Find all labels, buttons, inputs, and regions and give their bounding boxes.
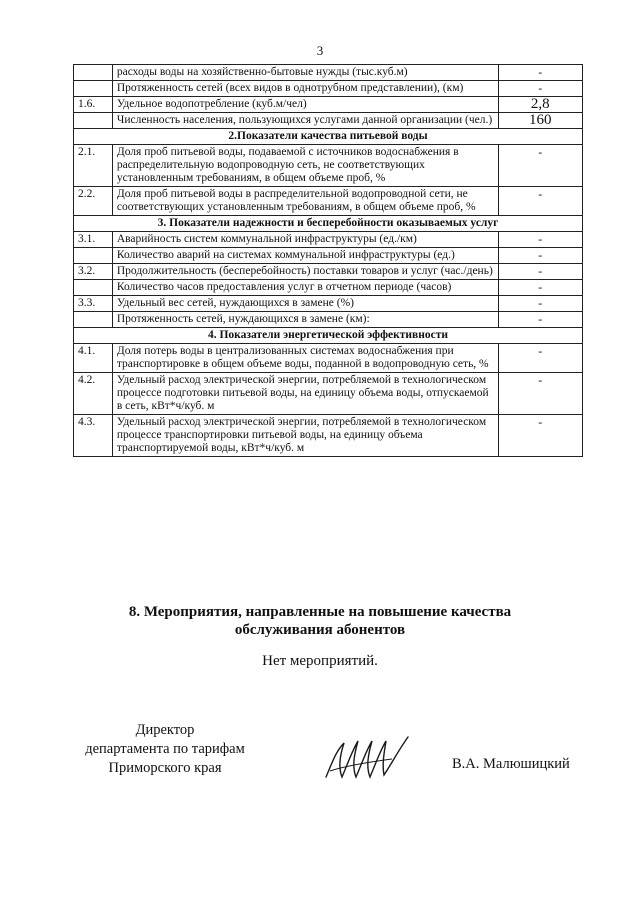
row-number [74, 81, 113, 97]
page-number: 3 [316, 43, 324, 58]
table-row [74, 187, 583, 216]
indicator-name: Продолжительность (бесперебойность) поставки товаров и услуг (час./день) [112, 264, 498, 280]
indicator-name: Количество часов предоставления услуг в отчетном периоде (часов) [112, 280, 498, 296]
row-number: 3.1. [74, 232, 113, 248]
table-row [74, 81, 583, 97]
section-header-row [74, 328, 583, 344]
table-row [74, 113, 583, 129]
section-8-title-line1: 8. Мероприятия, направленные на повышение качества [128, 604, 512, 620]
table-row [74, 264, 583, 280]
section-8-title [0, 603, 640, 639]
table-row [74, 145, 583, 187]
indicator-name: расходы воды на хозяйственно-бытовые нужды (тыс.куб.м) [112, 65, 498, 81]
section-header-row [74, 129, 583, 145]
indicator-value: - [498, 373, 582, 415]
table-row [74, 373, 583, 415]
indicator-name: Удельный расход электрической энергии, потребляемой в технологическом процессе транспортировки питьевой воды, на единицу объема транспортируемой воды, кВт*ч/куб. м [112, 415, 498, 457]
section-8-text: Нет мероприятий. [262, 653, 378, 669]
row-number: 1.6. [74, 97, 113, 113]
indicator-name: Доля проб питьевой воды, подаваемой с источников водоснабжения в распределительную водопроводную сеть, не соответствующих установленным требованиям, в общем объеме проб, % [112, 145, 498, 187]
indicator-name: Численность населения, пользующихся услугами данной организации (чел.) [112, 113, 498, 129]
indicator-value: - [498, 248, 582, 264]
table-row [74, 65, 583, 81]
section-8-title-line2: обслуживания абонентов [234, 622, 406, 638]
indicator-name: Количество аварий на системах коммунальной инфраструктуры (ед.) [112, 248, 498, 264]
row-number: 4.1. [74, 344, 113, 373]
row-number [74, 280, 113, 296]
indicator-name: Удельный расход электрической энергии, потребляемой в технологическом процессе подготовки питьевой воды, на единицу объема воды, отпускаемой в сеть, кВт*ч/куб. м [112, 373, 498, 415]
indicator-name: Протяженность сетей, нуждающихся в замене (км): [112, 312, 498, 328]
position-line1: Директор [135, 722, 195, 738]
indicator-value: - [498, 344, 582, 373]
indicator-name: Протяженность сетей (всех видов в однотрубном представлении), (км) [112, 81, 498, 97]
table-row [74, 415, 583, 457]
row-number: 3.3. [74, 296, 113, 312]
row-number [74, 65, 113, 81]
section-header: 2.Показатели качества питьевой воды [74, 129, 583, 145]
table-row [74, 312, 583, 328]
row-number: 2.2. [74, 187, 113, 216]
indicator-value: - [498, 65, 582, 81]
indicator-value: 2,8 [498, 97, 582, 113]
row-number: 4.2. [74, 373, 113, 415]
table-row [74, 248, 583, 264]
section-header: 4. Показатели энергетической эффективности [74, 328, 583, 344]
indicator-name: Удельное водопотребление (куб.м/чел) [112, 97, 498, 113]
section-header: 3. Показатели надежности и бесперебойности оказываемых услуг [74, 216, 583, 232]
indicator-value: - [498, 280, 582, 296]
indicator-value: - [498, 81, 582, 97]
row-number: 2.1. [74, 145, 113, 187]
position-line2: департамента по тарифам [85, 741, 245, 757]
table-row [74, 280, 583, 296]
indicator-value: 160 [498, 113, 582, 129]
indicator-value: - [498, 145, 582, 187]
indicator-value: - [498, 187, 582, 216]
row-number: 4.3. [74, 415, 113, 457]
indicator-value: - [498, 296, 582, 312]
position-line3: Приморского края [108, 760, 222, 776]
indicators-table [73, 64, 583, 457]
signatory-position [70, 721, 260, 778]
indicator-name: Аварийность систем коммунальной инфраструктуры (ед./км) [112, 232, 498, 248]
indicator-name: Удельный вес сетей, нуждающихся в замене (%) [112, 296, 498, 312]
handwritten-signature [322, 733, 410, 783]
row-number [74, 113, 113, 129]
row-number: 3.2. [74, 264, 113, 280]
indicator-value: - [498, 415, 582, 457]
section-header-row [74, 216, 583, 232]
row-number [74, 312, 113, 328]
table-row [74, 232, 583, 248]
signatory-name: В.А. Малюшицкий [452, 756, 570, 772]
indicator-value: - [498, 232, 582, 248]
indicator-value: - [498, 312, 582, 328]
table-row [74, 296, 583, 312]
row-number [74, 248, 113, 264]
indicator-name: Доля потерь воды в централизованных системах водоснабжения при транспортировке в общем объеме воды, поданной в водопроводную сеть, % [112, 344, 498, 373]
table-row [74, 344, 583, 373]
table-row [74, 97, 583, 113]
indicator-value: - [498, 264, 582, 280]
indicator-name: Доля проб питьевой воды в распределительной водопроводной сети, не соответствующих установленным требованиям, в общем объеме проб, % [112, 187, 498, 216]
